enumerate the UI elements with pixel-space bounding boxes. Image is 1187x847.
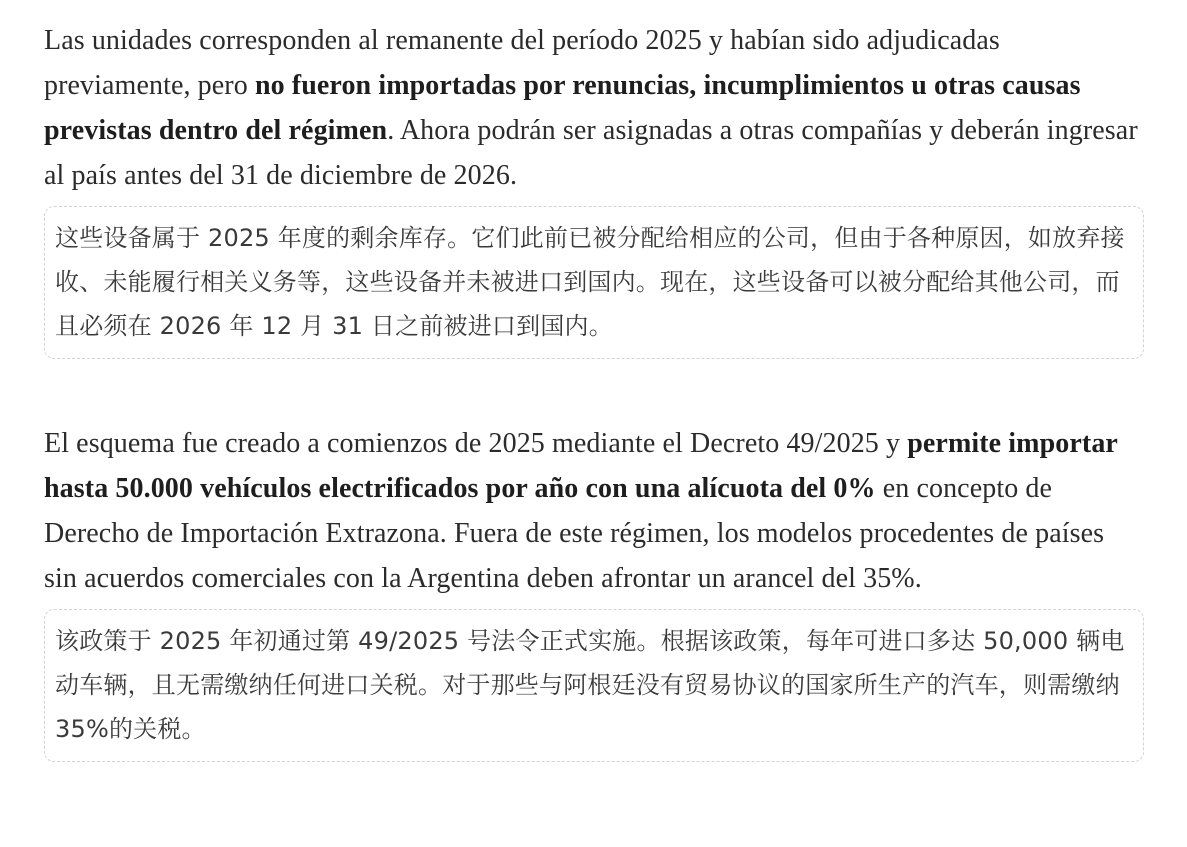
paragraph-2-spanish <box>44 421 1144 601</box>
translation-box-1 <box>44 206 1144 359</box>
paragraph-2-text-before: El esquema fue creado a comienzos de 2025 mediante el Decreto 49/2025 y <box>44 428 908 459</box>
translation-box-2 <box>44 609 1144 762</box>
paragraph-2-text-after: en concepto de Derecho de Importación Extrazona. Fuera de este régimen, los modelos procedentes de países sin acuerdos comerciales con la Argentina deben afrontar un arancel del 35%. <box>44 473 1105 594</box>
paragraph-1-text-before: Las unidades corresponden al remanente del período 2025 y habían sido adjudicadas previamente, pero <box>44 25 1000 101</box>
translation-1-text: 这些设备属于 2025 年度的剩余库存。它们此前已被分配给相应的公司，但由于各种原因，如放弃接收、未能履行相关义务等，这些设备并未被进口到国内。现在，这些设备可以被分配给其他公司，而且必须在 2026 年 12 月 31 日之前被进口到国内。 <box>55 224 1125 340</box>
paragraph-1-bold-text: no fueron importadas por renuncias, incumplimientos u otras causas previstas dentro del régimen <box>44 70 1081 146</box>
paragraph-1-text-after: . Ahora podrán ser asignadas a otras compañías y deberán ingresar al país antes del 31 de diciembre de 2026. <box>44 115 1138 191</box>
article-body <box>44 18 1144 762</box>
block-2 <box>44 421 1144 762</box>
paragraph-2-bold-text: permite importar hasta 50.000 vehículos electrificados por año con una alícuota del 0% <box>44 428 1118 504</box>
paragraph-1-spanish <box>44 18 1144 198</box>
translation-2-text: 该政策于 2025 年初通过第 49/2025 号法令正式实施。根据该政策，每年可进口多达 50,000 辆电动车辆，且无需缴纳任何进口关税。对于那些与阿根廷没有贸易协议的国家所生产的汽车，则需缴纳 35%的关税。 <box>55 627 1125 743</box>
